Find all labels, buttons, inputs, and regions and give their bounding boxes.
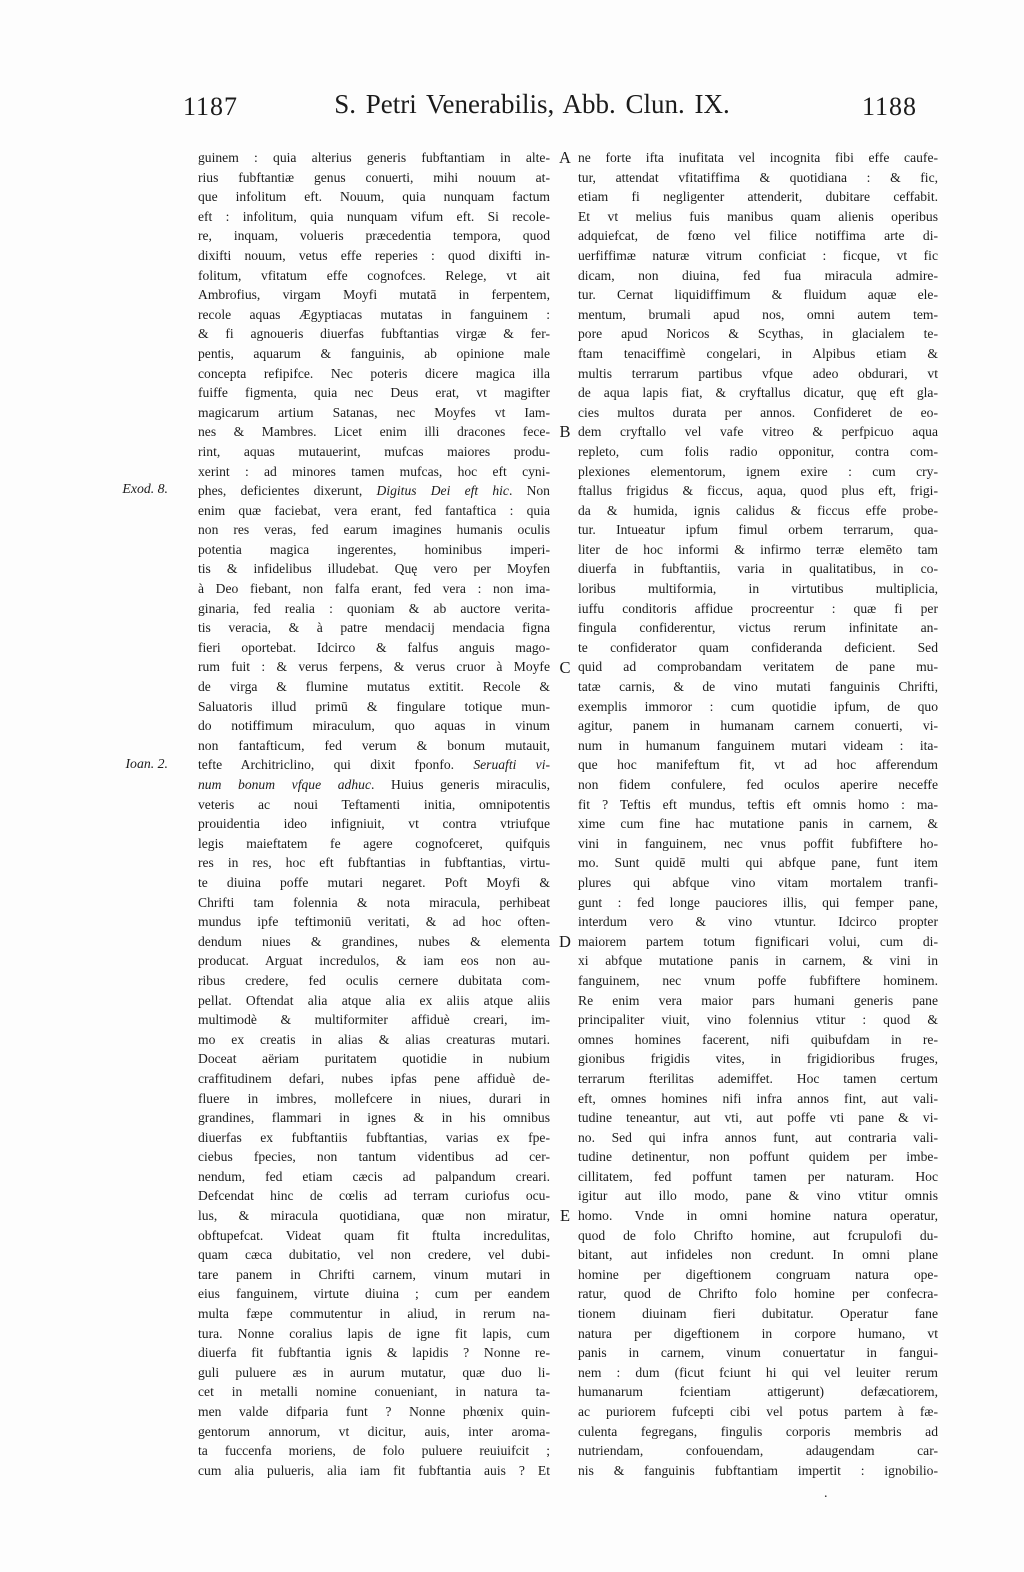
text-line: eius fanguinem, virtute diuina ; cum per eandem: [198, 1286, 550, 1302]
text-line: [198, 481, 550, 501]
text-line: fieri oportebat. Idcirco & falfus anguis mago-: [198, 639, 550, 655]
text-line: xime cum fine hac mutatione panis in carnem, &: [578, 816, 938, 832]
text-line: [198, 755, 550, 775]
text-line: gionibus frigidis vites, in frigidioribus fruges,: [578, 1051, 938, 1067]
text-line: Defcendat hinc de cœlis ad terram curiofus ocu-: [198, 1188, 550, 1204]
italic-citation-text: Seruafti vi-: [473, 757, 550, 773]
text-segment: . Non: [508, 483, 550, 499]
text-line: producat. Arguat incredulos, & iam eos non au-: [198, 953, 550, 969]
text-line: Ambrofius, virgam Moyfi mutatā in ferpentem,: [198, 287, 550, 303]
text-line: igitur aut illo modo, pane & vino vtitur omnis: [578, 1188, 938, 1204]
section-letter-marker: B: [559, 422, 571, 442]
text-line: cillitatem, fed poffunt tamen per naturam. Hoc: [578, 1168, 938, 1184]
text-line: tur, attendat vfitatiffima & quotidiana : & fic,: [578, 169, 938, 185]
text-line: mo. Sunt quidē multi qui abfque pane, funt item: [578, 855, 938, 871]
margin-scripture-reference: Exod. 8.: [122, 481, 168, 497]
text-line: obftupefcat. Videat quam fit ftulta incredulitas,: [198, 1227, 550, 1243]
text-line: tare panem in Chrifti carnem, vinum mutari in: [198, 1266, 550, 1282]
text-line: ftam tenaciffimè congelari, in Alpibus etiam &: [578, 345, 938, 361]
text-line: nes & Mambres. Licet enim illi dracones fece-: [198, 424, 550, 440]
text-line: fit ? Teftis eft mundus, teftis eft omnis homo : ma-: [578, 796, 938, 812]
text-line: tionem diuinam fieri dubitatur. Operatur fane: [578, 1306, 938, 1322]
margin-scripture-reference: Ioan. 2.: [125, 755, 168, 771]
text-line: cum alia pulueris, alia iam fit fubftantia auis ? Et: [198, 1462, 550, 1478]
text-line: ciebus fpecies, non tantum videntibus ad cer-: [198, 1149, 550, 1165]
text-line: xerint : ad minores tamen mufcas, hoc eft cyni-: [198, 463, 550, 479]
text-line: iuffu conditoris affidue procreentur : quæ fi per: [578, 600, 938, 616]
text-line: bitant, aut infideles non credunt. In omni plane: [578, 1247, 938, 1263]
text-line: vini in fanguinem, nec vnus poffit fubfiftere ho-: [578, 835, 938, 851]
section-letter-marker: D: [559, 932, 571, 951]
text-segment: phes, deficientes dixerunt,: [198, 483, 377, 499]
text-line: pentis, aquarum & fanguinis, ab opinione male: [198, 345, 550, 361]
text-line: natura per digeftionem in corpore humano, vt: [578, 1325, 938, 1341]
text-line: gentorum annorum, vt dicitur, auis, inter aroma-: [198, 1423, 550, 1439]
text-line: multis terrarum partibus vfque adeo obdurari, vt: [578, 365, 938, 381]
text-line: mo ex creatis in alias & alias creaturas mutari.: [198, 1031, 550, 1047]
text-line: plures qui abfque vino vitam mortalem tranfi-: [578, 874, 938, 890]
text-line: ac puriorem fufcepti cibi vel potus partem à fæ-: [578, 1404, 938, 1419]
text-line: ta fuccenfa moriens, de folo puluere reuiuifcit ;: [198, 1443, 550, 1459]
text-line: eft : infolitum, quia nunquam vifum eft. Si recole-: [198, 208, 550, 224]
text-line: guinem : quia alterius generis fubftantiam in alte-: [198, 150, 550, 165]
text-line: loribus multiformia, in virtutibus multiplicia,: [578, 581, 938, 597]
text-line: plexiones elementorum, ignem exire : cum cry-: [578, 463, 938, 479]
text-column-right: [578, 148, 938, 1480]
text-line: terrarum fterilitas ademiffet. Hoc tamen certum: [578, 1070, 938, 1086]
text-line: non res veras, fed earum imagines humanis oculis: [198, 522, 550, 538]
text-line: de aqua lapis fiat, & cryftallus dicatur, quę eft gla-: [578, 385, 938, 401]
text-line: gunt : fed longe pauciores illis, qui femper pane,: [578, 894, 938, 910]
text-segment: tefte Architriclino, qui dixit fponfo.: [198, 757, 474, 773]
text-line: veteris ac noui Teftamenti initia, omnipotentis: [198, 796, 550, 812]
text-line: nem : dum (ficut fciunt hi qui vel leuiter rerum: [578, 1364, 938, 1380]
text-line: te confiderator quam confideranda deficient. Sed: [578, 639, 938, 655]
text-line: & fi agnoueris diuerfas fubftantias virgæ & fer-: [198, 326, 550, 342]
text-line: non fantafticum, fed verum & bonum mutauit,: [198, 737, 550, 753]
text-line: humanarum fcientiam attigerunt) defæcatiorem,: [578, 1384, 938, 1400]
text-line: agitur, panem in humanam carnem conuerti, vi-: [578, 718, 938, 734]
text-line: pellat. Oftendat alia atque alia ex aliis atque aliis: [198, 992, 550, 1008]
text-line: cies multos durata per annos. Confideret de eo-: [578, 404, 938, 420]
running-title: S. Petri Venerabilis, Abb. Clun. IX.: [334, 89, 730, 119]
text-line: re, inquam, volueris præcedentia tempora, quod: [198, 228, 550, 244]
text-line: Et vt melius fuis manibus quam alienis operibus: [578, 208, 938, 224]
text-line: ginaria, fed realia : quoniam & ab auctore verita-: [198, 600, 550, 616]
text-line: magicarum artium Satanas, nec Moyfes vt Iam-: [198, 404, 550, 420]
text-line: tudine detinentur, non poffunt quidem per imbe-: [578, 1149, 938, 1165]
text-line: dixifti nouum, vetus effe reperies : quod dixifti in-: [198, 247, 550, 263]
text-line: nutriendam, confouendam, adaugendam car-: [578, 1443, 938, 1459]
text-line: men valde difparia funt ? Nonne phœnix quin-: [198, 1404, 550, 1419]
text-line: diuerfa in fubftantiis, varia in qualitatibus, in co-: [578, 561, 938, 577]
text-line: Saluatoris illud primū & fingulare totique mun-: [198, 698, 550, 714]
text-line: panis in carnem, vinum conuertatur in fangui-: [578, 1345, 938, 1361]
text-line: Chrifti tam folennia & nota miracula, perhibeat: [198, 894, 550, 910]
text-line: uerfiffimæ naturæ vitrum conficiat : ficque, vt fic: [578, 247, 938, 263]
text-line: legis maieftatem fe agere cognofceret, quifquis: [198, 835, 550, 851]
text-line: tis & infidelibus illudebat. Quę vero per Moyfen: [198, 561, 550, 577]
italic-citation-text: num bonum vfque adhuc: [198, 777, 371, 792]
text-line: maiorem partem totum fignificari volui, cum di-: [578, 933, 938, 949]
text-line: à Deo fiebant, non falfa erant, fed vera : non ima-: [198, 581, 550, 597]
text-line: fluere in imbres, mollefcere in niues, durari in: [198, 1090, 550, 1106]
text-line: ribus credere, fed oculis cernere dubitata com-: [198, 972, 550, 988]
text-line: homo. Vnde in omni homine natura operatur,: [578, 1208, 938, 1224]
text-line: dicam, non diuina, fed fua miracula admire-: [578, 267, 938, 283]
text-line: enim quæ faciebat, vera erant, fed fantaftica : quia: [198, 502, 550, 518]
text-line: rint, aquas mutauerint, mufcas maiores produ-: [198, 443, 550, 459]
text-line: ftallus frigidus & ficcus, aqua, quod plus eft, frigi-: [578, 483, 938, 499]
text-line: tudine teneantur, aut vti, aut poffe vti pane & vi-: [578, 1110, 938, 1126]
italic-citation-text: Digitus Dei eft hic: [376, 483, 509, 499]
text-line: que infolitum eft. Nouum, quia nunquam factum: [198, 189, 550, 205]
text-line: num in humanum fanguinem mutari videam : ita-: [578, 737, 938, 753]
text-line: tura. Nonne coralius lapis de igne fit lapis, cum: [198, 1325, 550, 1341]
text-line: no. Sed qui infra annos funt, aut contraria vali-: [578, 1129, 938, 1145]
text-line: omnes homines facerent, nifi quibufdam in re-: [578, 1031, 938, 1047]
text-line: multa fæpe commutentur in aliud, in rerum na-: [198, 1306, 550, 1322]
text-column-left: [198, 148, 550, 1480]
text-line: grandines, flammari in ignes & in his omnibus: [198, 1110, 550, 1126]
text-line: prouidentia ideo infigniuit, vt contra vtriufque: [198, 816, 550, 832]
text-line: eft, omnes homines nifi infra annos fint, aut vali-: [578, 1090, 938, 1106]
section-letter-marker: C: [559, 657, 571, 677]
text-line: quid ad comprobandam veritatem de pane mu-: [578, 659, 938, 675]
text-line: interdum vero & vino vtuntur. Idcirco propter: [578, 914, 938, 930]
section-letter-marker: E: [559, 1206, 571, 1226]
section-letter-marker: A: [559, 148, 571, 167]
text-line: ne forte ifta inufitata vel incognita fibi effe caufe-: [578, 150, 938, 165]
text-line: exemplis immoror : cum quotidie ipfum, de quo: [578, 698, 938, 714]
text-line: quam cæca dubitatio, vel non credere, vel dubi-: [198, 1247, 550, 1263]
text-line: xi abfque mutatione panis in carnem, & vini in: [578, 953, 938, 969]
text-line: Doceat aëriam puritatem quotidie in nubium: [198, 1051, 550, 1067]
text-line: diuerfa fit fubftantia ignis & lapidis ? Nonne re-: [198, 1345, 550, 1361]
text-line: craffitudinem defari, nubes ipfas pene affiduè de-: [198, 1070, 550, 1086]
text-line: cet in metalli nomine conueniant, in natura ta-: [198, 1384, 550, 1400]
text-line: mentum, brumali apud nos, omni autem tem-: [578, 306, 938, 322]
text-line: guli puluere æs in aurum mutatur, quæ duo li-: [198, 1364, 550, 1380]
text-line: tatæ carnis, & de vino mutati fanguinis Chrifti,: [578, 679, 938, 695]
text-line: fuiffe figmenta, quia nec Deus erat, vt magifter: [198, 385, 550, 401]
text-line: nis & fanguinis fubftantiam impertit : ignobilio-: [578, 1462, 938, 1478]
text-line: ratur, quod de Chrifto folo homine per confecra-: [578, 1286, 938, 1302]
text-line: res in res, hoc eft fubftantias in fubftantias, virtu-: [198, 855, 550, 871]
text-line: da & humida, ignis calidus & ficcus effe probe-: [578, 502, 938, 518]
text-line: pore apud Noricos & Scythas, in glacialem te-: [578, 326, 938, 342]
text-segment: . Huius generis miraculis,: [370, 777, 550, 792]
text-line: repleto, cum folis radio opponitur, contra com-: [578, 443, 938, 459]
column-number-right: 1188: [862, 92, 918, 121]
text-line: folitum, vfitatum effe cognofces. Relege, vt ait: [198, 267, 550, 283]
text-line: dendum niues & grandines, nubes & elementa: [198, 933, 550, 949]
text-line: concepta refipifce. Nec poteris dicere magica illa: [198, 365, 550, 381]
text-line: lus, & miracula quotidiana, quæ non miratur,: [198, 1208, 550, 1224]
text-line: [198, 775, 550, 795]
text-line: rum fuit : & verus ferpens, & verus cruor à Moyfe: [198, 659, 550, 675]
text-line: fingula confiderentur, victus rerum infinitate an-: [578, 620, 938, 636]
text-line: Re enim vera maior pars humani generis pane: [578, 992, 938, 1008]
text-line: nendum, fed etiam cæcis ad palpandum creari.: [198, 1168, 550, 1184]
text-line: culenta fegregans, fingulis corporis membris ad: [578, 1423, 938, 1439]
text-line: liter de hoc informi & infirmo terræ elemēto tam: [578, 541, 938, 557]
text-line: diuerfas ex fubftantiis fubftantias, varias ex fpe-: [198, 1129, 550, 1145]
column-number-left: 1187: [183, 92, 239, 121]
text-line: multimodè & multiformiter affiduè creari, im-: [198, 1012, 550, 1028]
text-line: tis veracia, & à patre mendacij mendacia figna: [198, 620, 550, 636]
text-line: te diuina poffe mutari negaret. Poft Moyfi &: [198, 874, 550, 890]
text-line: homine per digeftionem congruam natura ope-: [578, 1266, 938, 1282]
stray-ink-dot: .: [824, 1486, 828, 1501]
text-line: rius fubftantiæ genus conuerti, mihi nouum at-: [198, 169, 550, 185]
text-line: etiam fi negligenter attenderit, dubitare ceffabit.: [578, 189, 938, 205]
text-line: adquiefcat, de fœno vel filice notiffima arte di-: [578, 228, 938, 244]
text-line: potentia magica ingerentes, hominibus imperi-: [198, 541, 550, 557]
text-line: de virga & flumine mutatus extitit. Recole &: [198, 679, 550, 695]
text-line: tur. Cernat liquidiffimum & fluidum aquæ ele-: [578, 287, 938, 303]
text-line: do notiffimum miraculum, quo aquas in vinum: [198, 718, 550, 734]
text-line: principaliter viuit, vino folennius vtitur : quod &: [578, 1012, 938, 1028]
text-line: dem cryftallo vel vafe vitreo & perfpicuo aqua: [578, 424, 938, 440]
text-line: que hoc manifeftum fit, vt ad hoc afferendum: [578, 757, 938, 773]
text-line: recole aquas Ægyptiacas mutatas in fanguinem :: [198, 306, 550, 322]
text-line: quod de folo Chrifto homine, aut fcrupulofi du-: [578, 1227, 938, 1243]
text-line: fanguinem, nec vnum poffe fubfiftere hominem.: [578, 972, 938, 988]
text-line: non fidem confulere, fed oculos aperire neceffe: [578, 777, 938, 792]
text-line: mundus ipfe teftimoniū veritati, & ad hoc often-: [198, 914, 550, 930]
text-line: tur. Intueatur ipfum fimul orbem terrarum, qua-: [578, 522, 938, 538]
